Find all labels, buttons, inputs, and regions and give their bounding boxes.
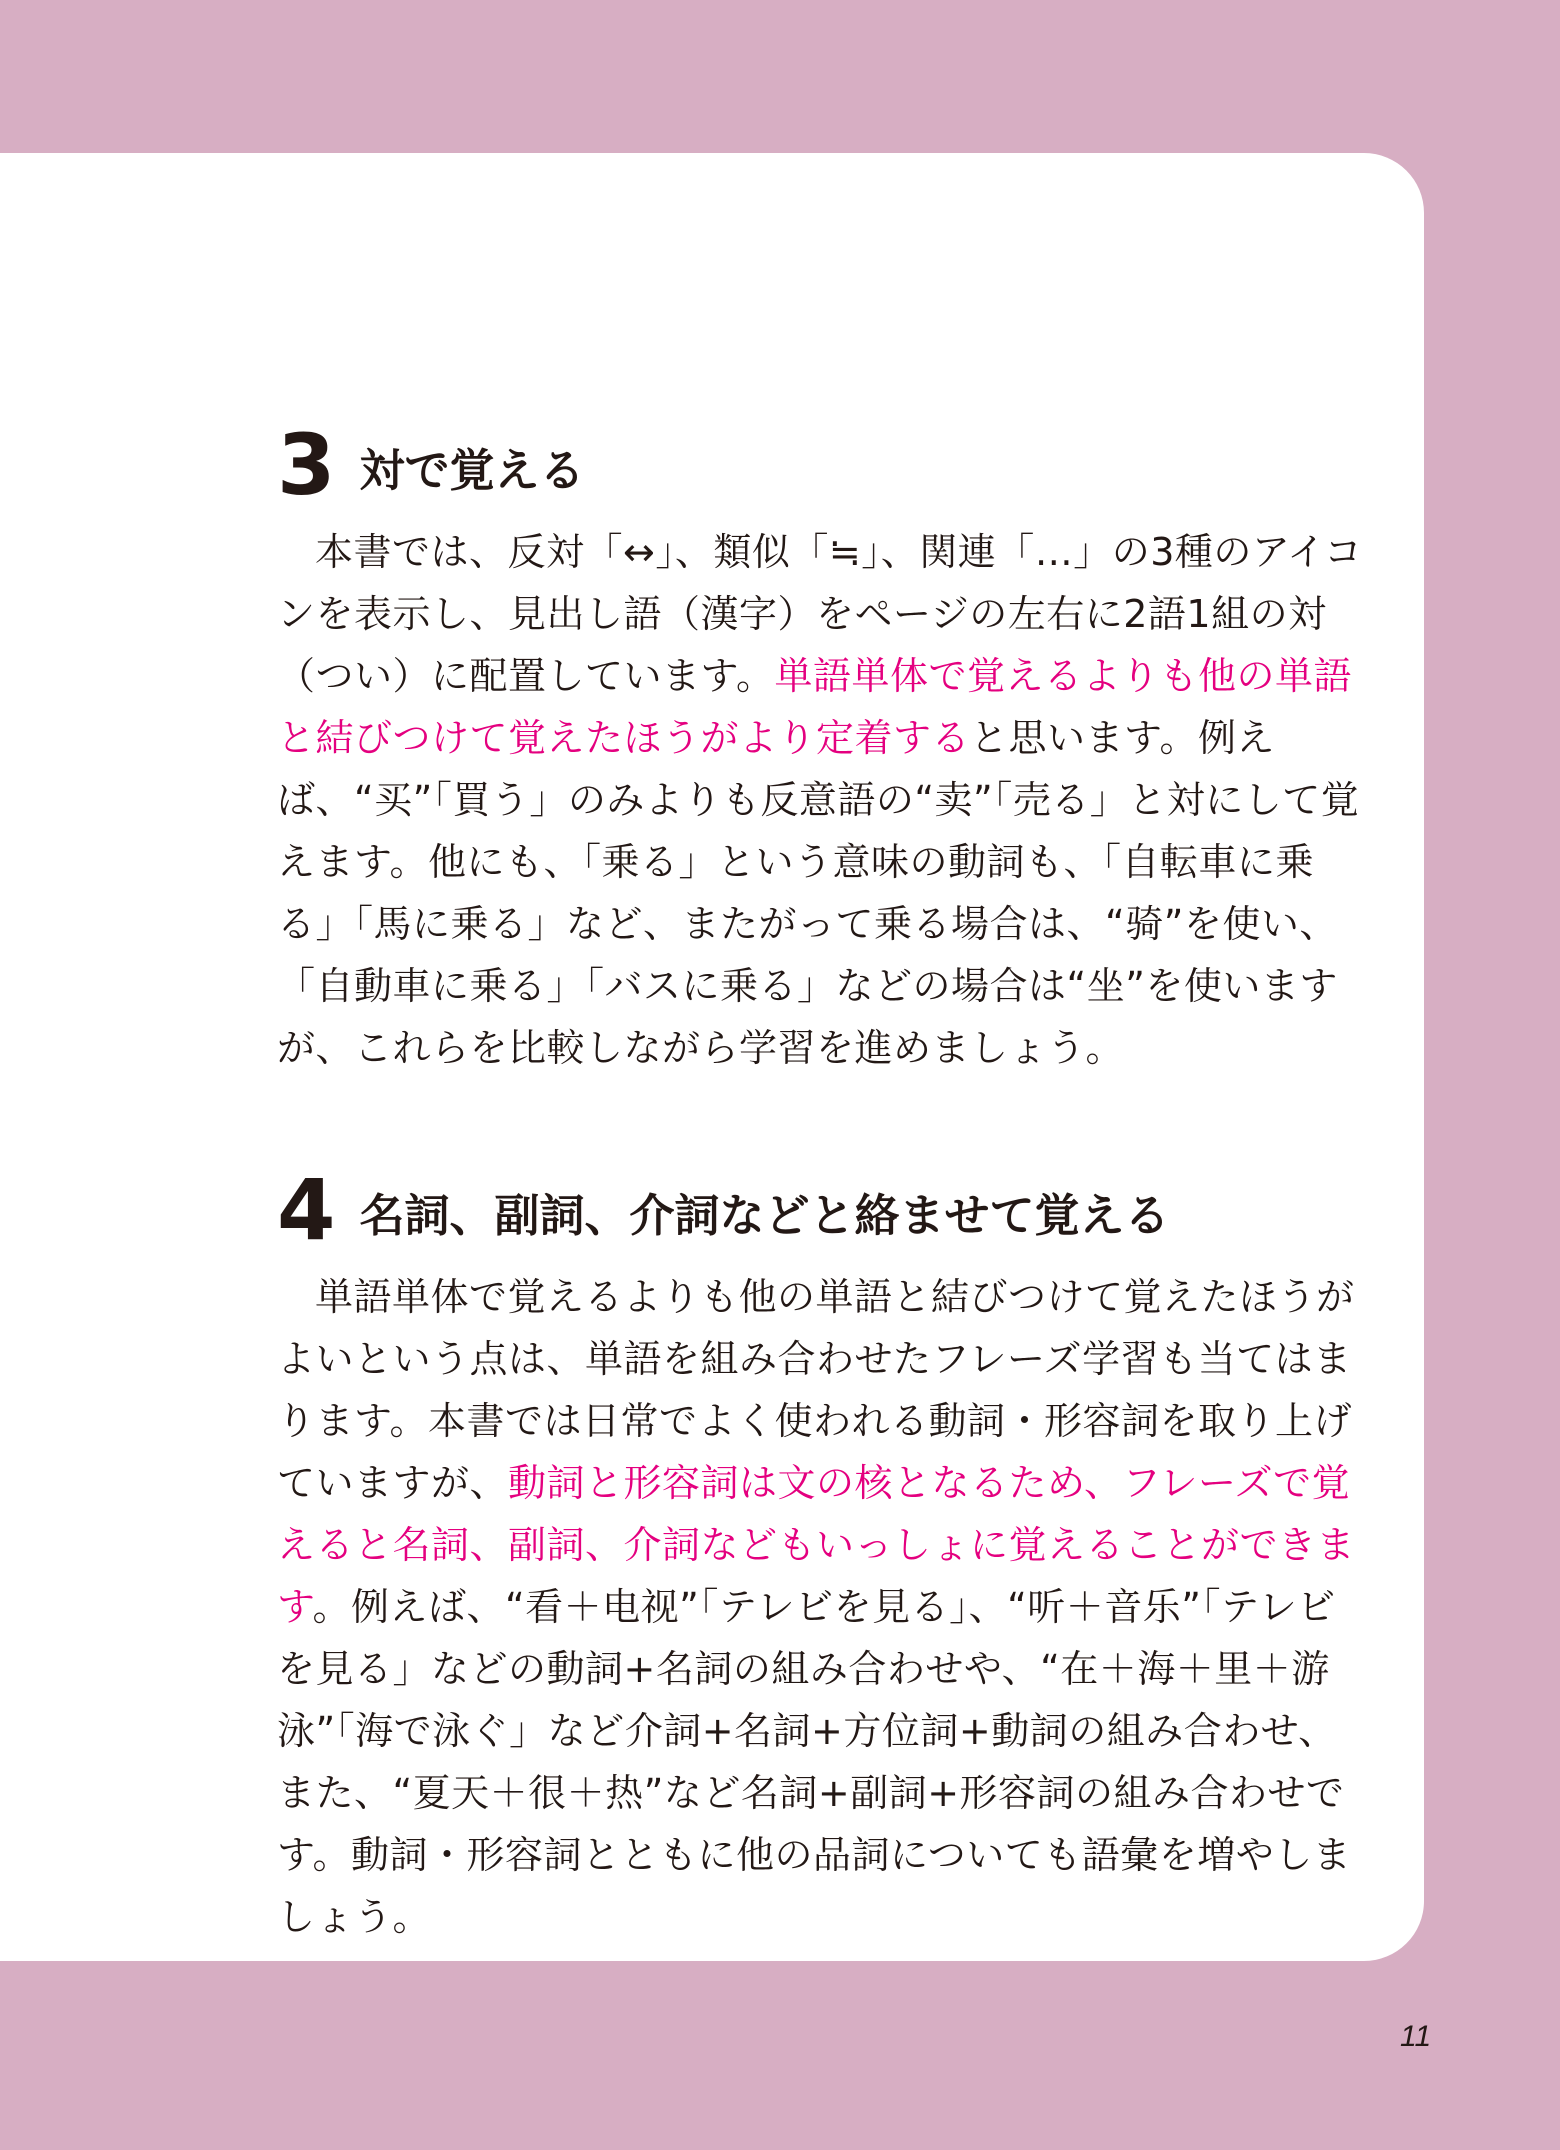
paragraph-text: 単語単体で覚えるよりも他の単語と結びつけて覚えたほうがよいという点は、単語を組み合わせたフレーズ学習も当てはまります。本書では日常でよく使われる動詞・形容詞を取り上げていますが、 xyxy=(277,1275,1355,1505)
section-heading xyxy=(277,1160,1367,1259)
section-number: 4 xyxy=(277,1161,334,1259)
section-paragraph xyxy=(277,521,1367,1079)
section-number: 3 xyxy=(277,416,334,514)
section-heading xyxy=(277,415,1367,514)
section-3 xyxy=(277,415,1367,1079)
section-title: 名詞、副詞、介詞などと絡ませて覚える xyxy=(359,1189,1170,1242)
paragraph-text: と思います。例えば、“买”「買う」のみよりも反意語の“卖”「売る」と対にして覚えます。他にも、「乗る」という意味の動詞も、「自転車に乗る」「馬に乗る」など、またがって乗る場合は、“骑”を使い、「自動車に乗る」「バスに乗る」などの場合は“坐”を使いますが、これらを比較しながら学習を進めましょう。 xyxy=(277,716,1360,1070)
highlighted-text: 単語単体で覚えるよりも他の単語と結びつけて覚えたほうがより定着する xyxy=(277,654,1352,760)
section-title: 対で覚える xyxy=(359,444,585,497)
paragraph-text: 。例えば、“看＋电视”「テレビを見る」、“听＋音乐”「テレビを見る」などの動詞+名詞の組み合わせや、“在＋海＋里＋游泳”「海で泳ぐ」など介詞+名詞+方位詞+動詞の組み合わせ、また、“夏天＋很＋热”など名詞+副詞+形容詞の組み合わせです。動詞・形容詞とともに他の品詞についても語彙を増やしましょう。 xyxy=(277,1585,1352,1939)
paragraph-text: 本書では、反対「↔」、類似「≒」、関連「…」の3種のアイコンを表示し、見出し語（漢字）をページの左右に2語1組の対（つい）に配置しています。 xyxy=(277,530,1363,698)
section-4 xyxy=(277,1160,1367,1948)
section-paragraph xyxy=(277,1266,1367,1948)
highlighted-text: 動詞と形容詞は文の核となるため、フレーズで覚えると名詞、副詞、介詞などもいっしょに覚えることができます xyxy=(277,1461,1356,1629)
page-number: 11 xyxy=(1400,2020,1432,2053)
